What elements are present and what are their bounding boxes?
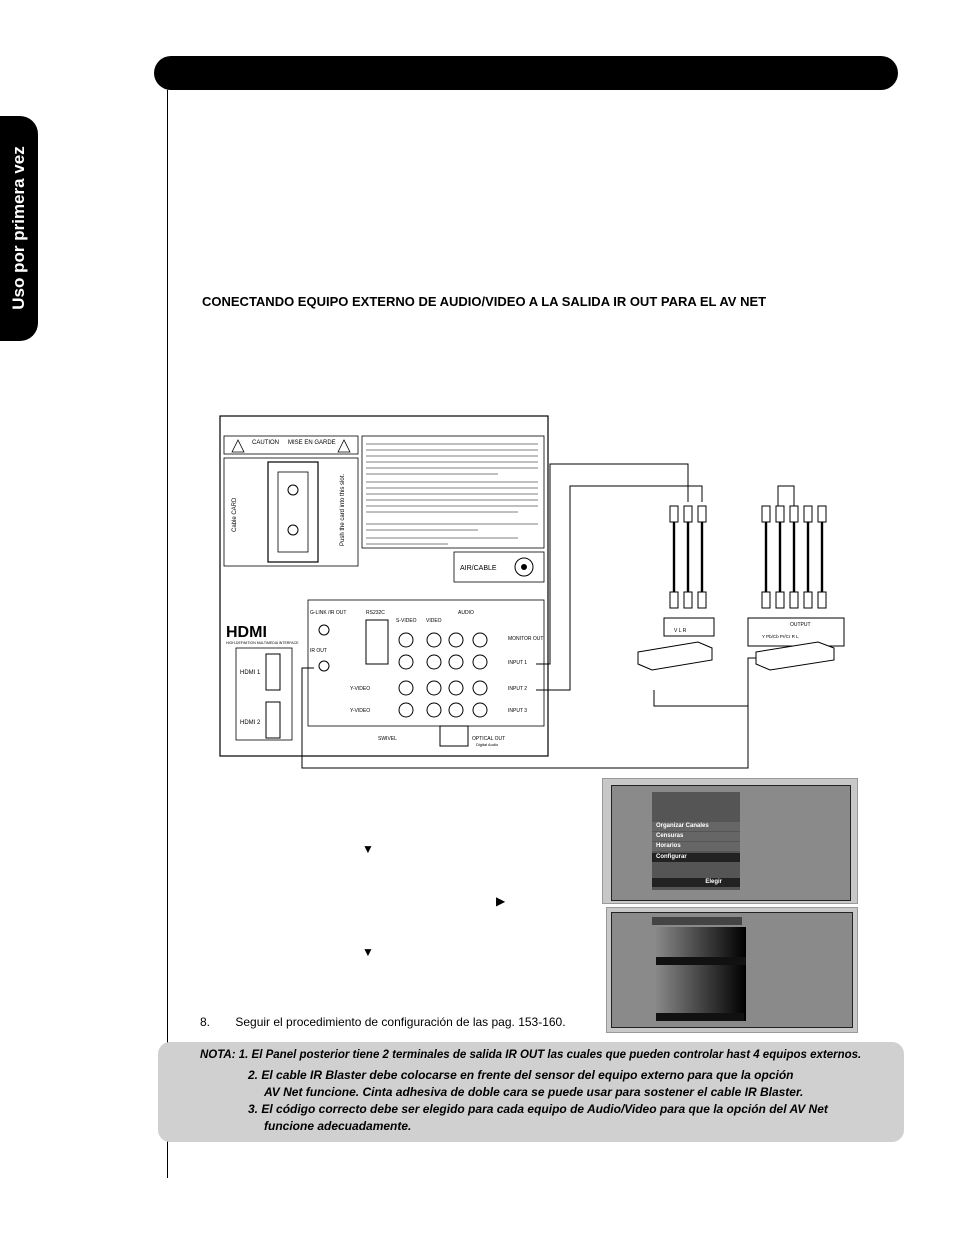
step-8-number: 8. bbox=[200, 1015, 211, 1029]
input2-label: INPUT 2 bbox=[508, 686, 528, 692]
digital-audio-label: Digital Audio bbox=[476, 742, 499, 747]
input3-label: INPUT 3 bbox=[508, 708, 528, 714]
audio-label: AUDIO bbox=[458, 610, 474, 616]
hdmi2-label: HDMI 2 bbox=[240, 720, 261, 726]
down-arrow-icon-2: ▼ bbox=[362, 945, 374, 959]
push-card-text: Push the card into this slot. bbox=[340, 473, 346, 546]
menu-item-horarios[interactable]: Horarios bbox=[652, 842, 740, 851]
menu-item-organizar[interactable]: Organizar Canales bbox=[652, 822, 740, 831]
menu-screenshot-2 bbox=[606, 907, 858, 1033]
hdmi-sub: HIGH-DEFINITION MULTIMEDIA INTERFACE bbox=[226, 641, 299, 645]
side-tab-label: Uso por primera vez bbox=[9, 146, 28, 310]
menu-footer: Elegir bbox=[652, 878, 740, 887]
yvideo-label-2: Y-VIDEO bbox=[350, 708, 371, 714]
mise-text: MISE EN GARDE bbox=[288, 440, 336, 446]
note-3a: 3. El código correcto debe ser elegido para cada equipo de Audio/Video para que la opción del AV Net bbox=[248, 1102, 828, 1116]
step-8-text: Seguir el procedimiento de configuración de las pag. 153-160. bbox=[235, 1015, 566, 1029]
svideo-label: S-VIDEO bbox=[396, 618, 417, 624]
glink-label: G-LINK /IR OUT bbox=[310, 610, 347, 616]
vlr-label: V L R bbox=[674, 628, 687, 634]
menu-item-configurar[interactable]: Configurar bbox=[652, 853, 740, 862]
side-tab bbox=[0, 116, 38, 341]
rs232c-label: RS232C bbox=[366, 610, 385, 616]
output-ports: Y Pb/Cb Pr/Cr R L bbox=[762, 634, 799, 639]
menu2-selected-row[interactable] bbox=[656, 957, 746, 965]
hdmi1-label: HDMI 1 bbox=[240, 670, 261, 676]
down-arrow-icon-1: ▼ bbox=[362, 842, 374, 856]
note-1: NOTA: 1. El Panel posterior tiene 2 terminales de salida IR OUT las cuales que pueden controlar hast 4 equipos externos. bbox=[200, 1049, 862, 1061]
menu-screenshot-1 bbox=[602, 778, 858, 904]
note-3b: funcione adecuadamente. bbox=[264, 1119, 412, 1133]
menu2-footer bbox=[656, 1013, 744, 1021]
menu-item-censuras[interactable]: Censuras bbox=[652, 832, 740, 841]
input1-label: INPUT 1 bbox=[508, 660, 528, 666]
optical-label: OPTICAL OUT bbox=[472, 736, 506, 742]
margin-rule bbox=[167, 90, 168, 1178]
step-8 bbox=[200, 1015, 566, 1029]
output-label: OUTPUT bbox=[790, 622, 811, 628]
swivel-label: SWIVEL bbox=[378, 736, 397, 742]
right-arrow-icon: ▶ bbox=[496, 894, 506, 908]
air-cable-label: AIR/CABLE bbox=[460, 565, 497, 572]
header-bar bbox=[154, 56, 898, 90]
notice-box bbox=[362, 436, 544, 548]
hdmi-logo: HDMI bbox=[226, 624, 267, 641]
irout-label: IR OUT bbox=[310, 648, 327, 654]
yvideo-label-1: Y-VIDEO bbox=[350, 686, 371, 692]
cablecard-text: Cable CARD bbox=[232, 497, 238, 532]
connection-diagram bbox=[218, 412, 858, 772]
caution-text: CAUTION bbox=[252, 440, 279, 446]
monitor-out-label: MONITOR OUT bbox=[508, 636, 544, 642]
section-title: CONECTANDO EQUIPO EXTERNO DE AUDIO/VIDEO A LA SALIDA IR OUT PARA EL AV NET bbox=[202, 294, 767, 309]
video-label: VIDEO bbox=[426, 618, 442, 624]
note-2b: AV Net funcione. Cinta adhesiva de doble cara se puede usar para sostener el cable IR Blaster. bbox=[264, 1085, 804, 1099]
note-2a: 2. El cable IR Blaster debe colocarse en frente del sensor del equipo externo para que la opción bbox=[248, 1068, 794, 1082]
